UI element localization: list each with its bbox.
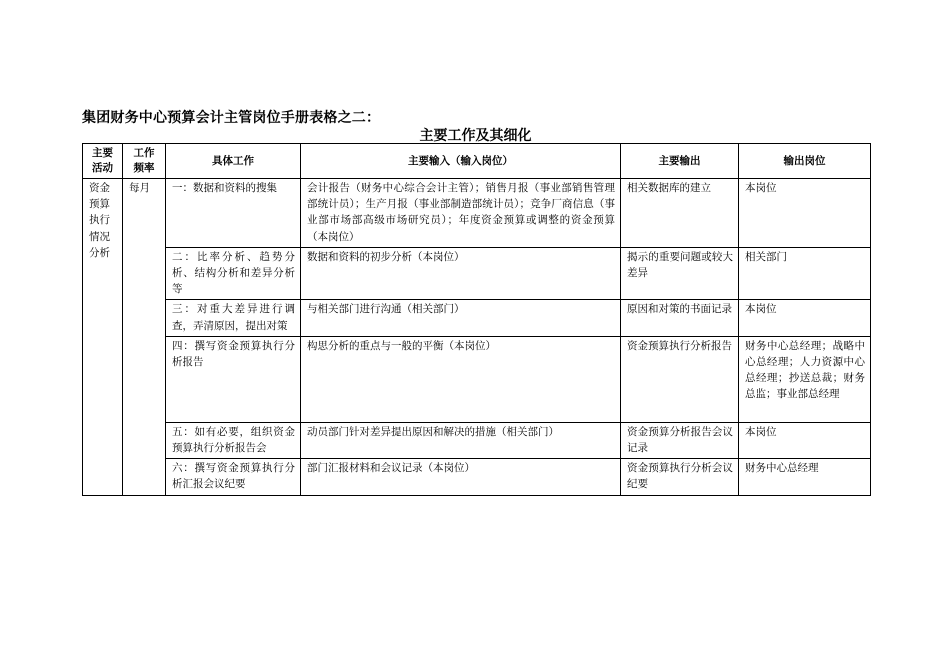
output-cell: 资金预算执行分析会议纪要 [621,459,739,495]
work-detail-table [82,143,871,496]
activity-cell: 资金 预算 执行 情况 分析 [83,179,123,496]
work-cell: 六：撰写资金预算执行分析汇报会议纪要 [166,459,301,495]
header-specific-work: 具体工作 [166,144,301,179]
table-row [83,459,871,495]
post-cell: 本岗位 [739,179,871,248]
input-cell: 会计报告（财务中心综合会计主管）；销售月报（事业部销售管理部统计员）；生产月报（事业部制造部统计员）；竞争厂商信息（事业部市场部高级市场研究员）；年度资金预算或调整的资金预算（本岗位） [301,179,621,248]
header-output-post: 输出岗位 [739,144,871,179]
work-cell: 二：比率分析、趋势分析、结构分析和差异分析等 [166,247,301,300]
post-cell: 财务中心总经理；战略中心总经理；人力资源中心总经理；抄送总裁；财务总监；事业部总经理 [739,336,871,422]
input-cell: 与相关部门进行沟通（相关部门） [301,300,621,336]
post-cell: 本岗位 [739,300,871,336]
input-cell: 部门汇报材料和会议记录（本岗位） [301,459,621,495]
header-main-input: 主要输入（输入岗位） [301,144,621,179]
post-cell: 财务中心总经理 [739,459,871,495]
table-row [83,300,871,336]
table-row [83,336,871,422]
output-cell: 原因和对策的书面记录 [621,300,739,336]
work-cell: 四：撰写资金预算执行分析报告 [166,336,301,422]
output-cell: 相关数据库的建立 [621,179,739,248]
output-cell: 揭示的重要问题或较大差异 [621,247,739,300]
frequency-cell: 每月 [123,179,166,496]
output-cell: 资金预算执行分析报告 [621,336,739,422]
header-frequency: 工作 频率 [123,144,166,179]
work-cell: 一：数据和资料的搜集 [166,179,301,248]
document-title: 集团财务中心预算会计主管岗位手册表格之二： [82,110,381,126]
table-header-row [83,144,871,179]
output-cell: 资金预算分析报告会议记录 [621,422,739,458]
post-cell: 相关部门 [739,247,871,300]
input-cell: 数据和资料的初步分析（本岗位） [301,247,621,300]
header-activity: 主要 活动 [83,144,123,179]
table-title: 主要工作及其细化 [419,128,532,144]
input-cell: 构思分析的重点与一般的平衡（本岗位） [301,336,621,422]
post-cell: 本岗位 [739,422,871,458]
table-row [83,247,871,300]
table-row [83,422,871,458]
work-cell: 五：如有必要，组织资金预算执行分析报告会 [166,422,301,458]
input-cell: 动员部门针对差异提出原因和解决的措施（相关部门） [301,422,621,458]
table-row [83,179,871,248]
work-cell: 三：对重大差异进行调查，弄清原因，提出对策 [166,300,301,336]
header-main-output: 主要输出 [621,144,739,179]
